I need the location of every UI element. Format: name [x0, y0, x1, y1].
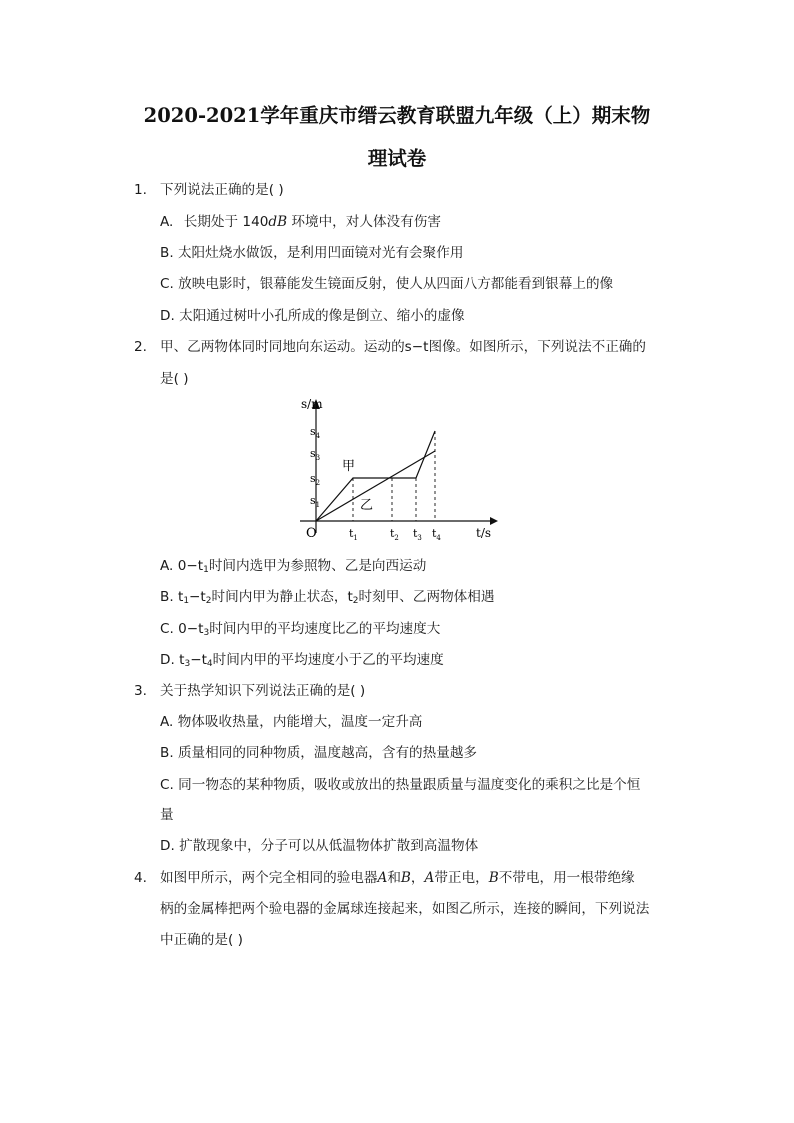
option-text: 长期处于 140 [183, 214, 269, 230]
stem-text: 和 [387, 870, 401, 886]
question-stem-cont: 柄的金属棒把两个验电器的金属球连接起来，如图乙所示，连接的瞬间，下列说法 [160, 901, 650, 917]
series-jia-line [316, 431, 435, 521]
option-text: 时间内甲的平均速度小于乙的平均速度 [212, 652, 444, 668]
option-a [160, 213, 441, 231]
subscript: 4 [206, 659, 213, 669]
subscript: 3 [203, 628, 210, 638]
series-yi-line [316, 451, 435, 521]
series-yi-label: 乙 [360, 498, 374, 513]
st-graph [290, 393, 500, 543]
stem-text: ， [410, 870, 425, 886]
option-b: B. 太阳灶烧水做饭，是利用凹面镜对光有会聚作用 [160, 245, 464, 261]
question-number: 1. [134, 182, 147, 198]
subscript: 3 [184, 659, 191, 669]
x-axis-arrow [490, 517, 498, 525]
question-stem: 下列说法正确的是( ) [160, 182, 284, 198]
question-number: 4. [134, 870, 147, 886]
y-tick-s3: $s_3$ [310, 447, 321, 462]
y-tick-s4: $s_4$ [310, 425, 321, 440]
option-c [160, 620, 440, 642]
question-number: 3. [134, 683, 147, 699]
x-tick-t3: $t_3$ [413, 527, 422, 542]
x-tick-t1: $t_1$ [349, 527, 358, 542]
option-a [160, 557, 426, 579]
option-d: D. 太阳通过树叶小孔所成的像是倒立、缩小的虚像 [160, 308, 465, 324]
option-text: A. 0−t [160, 558, 204, 574]
exam-title-line2: 理试卷 [367, 147, 427, 170]
series-jia-label: 甲 [342, 459, 356, 474]
stem-text: 如图甲所示，两个完全相同的验电器 [160, 870, 378, 886]
option-b [160, 588, 494, 610]
symbol-a: A [424, 870, 435, 886]
exam-title-line1: 2020-2021学年重庆市缙云教育联盟九年级（上）期末物 [143, 104, 651, 127]
option-text: 时间内甲为静止状态，t [211, 589, 353, 605]
option-text: −t [189, 589, 206, 605]
option-text: −t [190, 652, 207, 668]
question-stem-cont: 是( ) [160, 371, 189, 387]
stem-text: 带正电， [434, 870, 489, 886]
option-text: B. t [160, 589, 184, 605]
subscript: 1 [203, 565, 209, 575]
symbol-a: A [377, 870, 388, 886]
option-c: C. 放映电影时，银幕能发生镜面反射，使人从四面八方都能看到银幕上的像 [160, 276, 614, 292]
option-text: C. 0−t [160, 621, 204, 637]
subscript: 2 [352, 596, 359, 606]
question-stem: 甲、乙两物体同时同地向东运动。运动的s−t图像。如图所示，下列说法不正确的 [160, 339, 646, 355]
option-d [160, 651, 444, 673]
option-a: A. 物体吸收热量，内能增大，温度一定升高 [160, 714, 423, 730]
option-text: 环境中，对人体没有伤害 [287, 214, 441, 230]
unit-db: dB [268, 214, 288, 230]
option-text: 时刻甲、乙两物体相遇 [358, 589, 495, 605]
option-d: D. 扩散现象中，分子可以从低温物体扩散到高温物体 [160, 838, 479, 854]
origin-label: O [306, 526, 317, 541]
y-axis-label: s/m [301, 397, 323, 411]
stem-text: 不带电，用一根带绝缘 [498, 870, 635, 886]
question-number: 2. [134, 339, 147, 355]
x-axis-label: t/s [476, 526, 492, 540]
y-tick-s1: $s_1$ [310, 494, 321, 509]
question-stem [160, 869, 635, 887]
option-text: 时间内甲的平均速度比乙的平均速度大 [209, 621, 441, 637]
y-tick-s2: $s_2$ [310, 472, 321, 487]
symbol-b: B [400, 870, 411, 886]
option-label: A. [160, 214, 174, 230]
option-c: C. 同一物态的某种物质，吸收或放出的热量跟质量与温度变化的乘积之比是个恒 [160, 777, 641, 793]
option-text: D. t [160, 652, 185, 668]
x-tick-t2: $t_2$ [390, 527, 399, 542]
question-stem-cont: 中正确的是( ) [160, 932, 243, 948]
option-b: B. 质量相同的同种物质，温度越高，含有的热量越多 [160, 745, 478, 761]
option-c-cont: 量 [160, 807, 174, 823]
x-tick-t4: $t_4$ [432, 527, 441, 542]
subscript: 1 [183, 596, 190, 606]
symbol-b: B [488, 870, 499, 886]
question-stem: 关于热学知识下列说法正确的是( ) [160, 683, 366, 699]
subscript: 2 [205, 596, 212, 606]
option-text: 时间内选甲为参照物、乙是向西运动 [208, 558, 427, 574]
